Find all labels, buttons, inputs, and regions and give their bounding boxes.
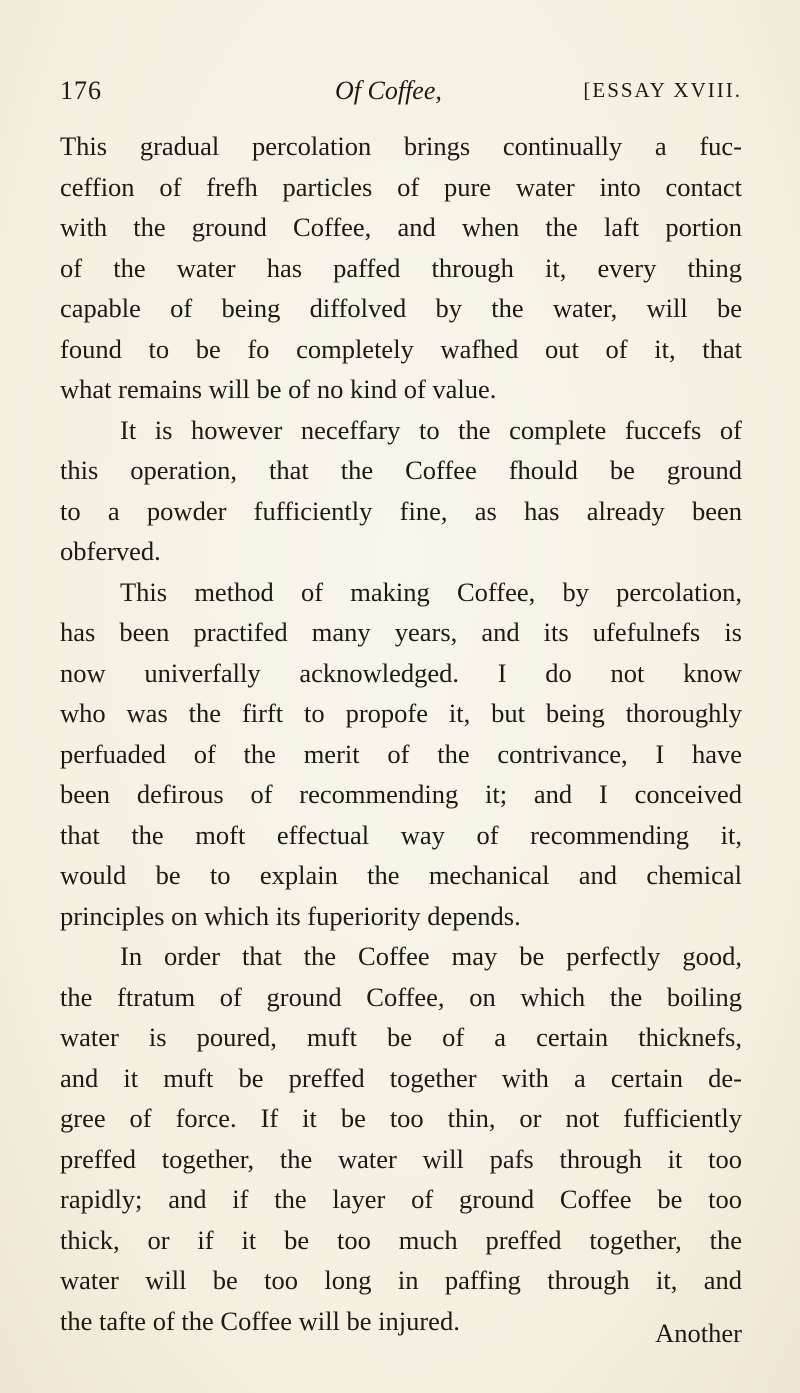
text-line: has been practifed many years, and its ufefulnefs is: [60, 617, 742, 647]
text-line: water is poured, muft be of a certain thicknefs,: [60, 1022, 742, 1052]
section-reference: [ESSAY XVIII.: [583, 78, 742, 102]
text-line: capable of being diffolved by the water, will be: [60, 293, 742, 323]
text-line: to a powder fufficiently fine, as has already been: [60, 495, 742, 526]
text-line: the ftratum of ground Coffee, on which the boiling: [60, 981, 742, 1012]
text-line: with the ground Coffee, and when the laft portion: [60, 212, 742, 242]
text-line: of the water has paffed through it, every thing: [60, 252, 742, 283]
text-line: thick, or if it be too much preffed together, the: [60, 1224, 742, 1255]
text-line: gree of force. If it be too thin, or not fufficiently: [60, 1103, 742, 1133]
text-line: principles on which its fuperiority depends.: [60, 900, 521, 931]
page-header: [60, 76, 742, 116]
text-line: that the moft effectual way of recommending it,: [60, 819, 742, 850]
text-line: obferved.: [60, 536, 161, 566]
text-line: preffed together, the water will pafs through it too: [60, 1143, 742, 1174]
running-title: Of Coffee,: [335, 76, 442, 105]
page-number: 176: [60, 76, 102, 105]
text-line: This method of making Coffee, by percolation,: [120, 576, 742, 607]
paragraph: [60, 126, 742, 410]
text-line: what remains will be of no kind of value.: [60, 374, 497, 404]
text-line: the tafte of the Coffee will be injured.: [60, 1305, 460, 1336]
paragraph: [60, 410, 742, 572]
text-line: been defirous of recommending it; and I conceived: [60, 779, 742, 809]
text-line: and it muft be preffed together with a certain de-: [60, 1062, 742, 1093]
paragraph: [60, 572, 742, 937]
text-line: perfuaded of the merit of the contrivance, I have: [60, 738, 742, 769]
text-line: now univerfally acknowledged. I do not know: [60, 657, 742, 688]
text-line: It is however neceffary to the complete fuccefs of: [120, 414, 742, 445]
paragraph: [60, 936, 742, 1341]
text-line: ceffion of frefh particles of pure water into contact: [60, 171, 742, 202]
text-line: this operation, that the Coffee fhould be ground: [60, 455, 742, 485]
body-text: [60, 126, 742, 1341]
text-line: would be to explain the mechanical and chemical: [60, 860, 742, 890]
text-line: found to be fo completely wafhed out of it, that: [60, 333, 742, 364]
catchword: Another: [655, 1318, 742, 1348]
text-line: water will be too long in paffing through it, and: [60, 1265, 742, 1295]
text-line: In order that the Coffee may be perfectly good,: [120, 941, 742, 971]
text-line: rapidly; and if the layer of ground Coffee be too: [60, 1184, 742, 1214]
text-line: who was the firft to propofe it, but being thoroughly: [60, 698, 742, 728]
text-line: This gradual percolation brings continually a fuc-: [60, 131, 742, 161]
